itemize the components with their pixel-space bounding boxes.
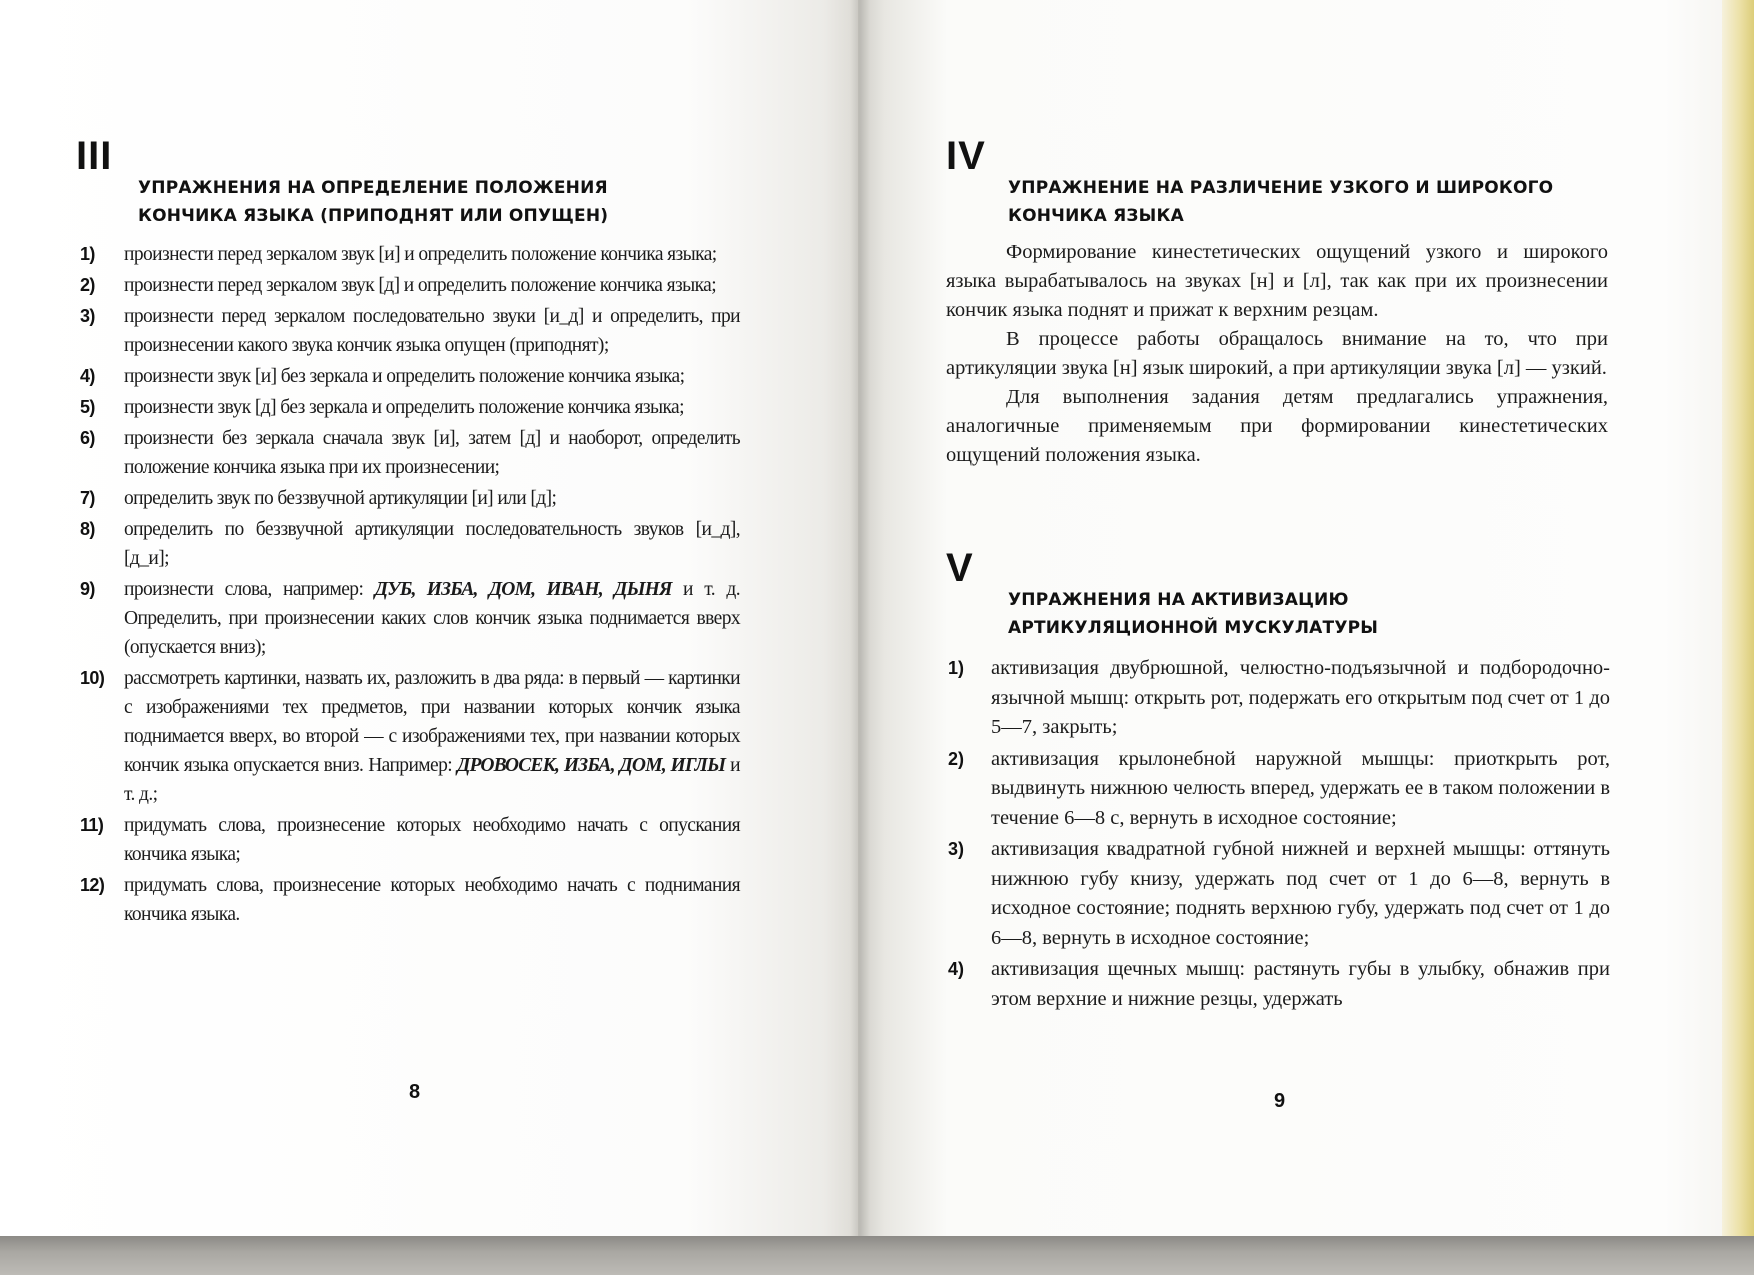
page-number-right: 9 — [1274, 1090, 1286, 1112]
page-edge — [1722, 0, 1754, 1236]
item-text: активизация двубрюшной, челюстно-подъязычной и подбородочно-язычной мышц: открыть рот, подержать его открытым под счет от 1 до 5—7, закрыть; — [991, 657, 1610, 738]
item-text: активизация крылонебной наружной мышцы: приоткрыть рот, выдвинуть нижнюю челюсть вперед, удержать ее в таком положении в течение 6—8 с, вернуть в исходное состояние; — [991, 747, 1610, 829]
item-text: произнести перед зеркалом звук [и] и определить положение кончика языка; — [124, 244, 717, 265]
section-number-iv: IV — [946, 134, 986, 178]
item-text: определить по беззвучной артикуляции последовательность звуков [и_д], [д_и]; — [124, 519, 740, 569]
list-item — [80, 424, 740, 482]
item-text-post: и т. д. Определить, при произнесении каких слов кончик языка поднимается вверх (опускается вниз); — [124, 579, 740, 658]
item-number: 3) — [948, 839, 965, 859]
item-number: 1) — [80, 244, 95, 264]
list-item — [80, 515, 740, 573]
item-text: произнести перед зеркалом последовательно звуки [и_д] и определить, при произнесении какого звука кончик языка опущен (приподнят); — [124, 306, 740, 356]
section-number-iii: III — [76, 134, 113, 178]
section-iii-heading-line1: УПРАЖНЕНИЯ НА ОПРЕДЕЛЕНИЕ ПОЛОЖЕНИЯ — [138, 178, 608, 198]
list-item — [948, 835, 1610, 953]
section-iv-heading-line2: КОНЧИКА ЯЗЫКА — [1008, 206, 1184, 226]
item-number: 5) — [80, 397, 95, 417]
item-text: активизация квадратной губной нижней и верхней мышцы: оттянуть нижнюю губу книзу, удержать под счет от 1 до 6—8, вернуть в исходное состояние; поднять верхнюю губу, удержать под счет от 1 до 6—8, вернуть в исходное состояние; — [991, 838, 1610, 949]
section-iv-text — [946, 238, 1608, 470]
scan-bottom-edge — [0, 1236, 1754, 1275]
section-iii-heading-line2: КОНЧИКА ЯЗЫКА (ПРИПОДНЯТ ИЛИ ОПУЩЕН) — [138, 206, 609, 226]
item-number: 1) — [948, 658, 965, 678]
list-item — [80, 302, 740, 360]
list-item — [948, 955, 1610, 1014]
list-item — [80, 271, 740, 300]
item-number: 7) — [80, 488, 95, 508]
section-number-v: V — [946, 546, 974, 590]
exercise-list-v — [948, 654, 1610, 1016]
item-text: произнести перед зеркалом звук [д] и определить положение кончика языка; — [124, 275, 717, 296]
item-number: 4) — [80, 366, 95, 386]
section-iv-heading-line1: УПРАЖНЕНИЕ НА РАЗЛИЧЕНИЕ УЗКОГО И ШИРОКОГО — [1008, 178, 1554, 198]
item-text: придумать слова, произнесение которых необходимо начать с поднимания кончика языка. — [124, 875, 740, 925]
list-item — [80, 393, 740, 422]
item-number: 2) — [948, 748, 965, 769]
list-item — [80, 362, 740, 391]
list-item — [80, 664, 740, 809]
item-text: придумать слова, произнесение которых необходимо начать с опускания кончика языка; — [124, 815, 740, 865]
item-number: 10) — [80, 668, 105, 688]
section-v-heading-line1: УПРАЖНЕНИЯ НА АКТИВИЗАЦИЮ — [1008, 590, 1349, 610]
page-number-left: 8 — [409, 1081, 421, 1103]
item-number: 4) — [948, 959, 965, 979]
list-item — [948, 654, 1610, 743]
paragraph: В процессе работы обращалось внимание на то, что при артикуляции звука [н] язык широкий, а при артикуляции звука [л] — узкий. — [946, 328, 1608, 379]
example-words: ДУБ, ИЗБА, ДОМ, ИВАН, ДЫНЯ — [374, 579, 672, 600]
section-v-heading-line2: АРТИКУЛЯЦИОННОЙ МУСКУЛАТУРЫ — [1008, 618, 1379, 638]
item-text: определить звук по беззвучной артикуляции [и] или [д]; — [124, 488, 557, 509]
item-text: произнести звук [и] без зеркала и определить положение кончика языка; — [124, 366, 685, 387]
list-item — [80, 240, 740, 269]
item-number: 8) — [80, 519, 95, 539]
item-text: произнести без зеркала сначала звук [и], затем [д] и наоборот, определить положение кончика языка при их произнесении; — [124, 428, 740, 478]
item-number: 9) — [80, 579, 95, 599]
item-number: 2) — [80, 275, 95, 295]
item-number: 3) — [80, 306, 95, 326]
paragraph: Формирование кинестетических ощущений узкого и широкого языка вырабатывалось на звуках [н] и [л], так как при их произнесении кончик языка поднят и прижат к верхним резцам. — [946, 241, 1608, 321]
book-gutter — [850, 0, 870, 1275]
list-item — [80, 484, 740, 513]
item-text-pre: рассмотреть картинки, назвать их, разложить в два ряда: в первый — картинки с изображениями тех предметов, при названии которых кончик языка поднимается вверх, во второй — с изображениями тех, при названии которых кончик языка опускается вниз. Например: — [124, 668, 740, 776]
item-text-pre: произнести слова, например: — [124, 579, 375, 600]
item-number: 6) — [80, 428, 95, 448]
list-item — [80, 811, 740, 869]
list-item — [80, 871, 740, 929]
paragraph: Для выполнения задания детям предлагались упражнения, аналогичные применяемым при формировании кинестетических ощущений положения языка. — [946, 386, 1608, 466]
section-iii-heading — [138, 174, 608, 230]
example-words: ДРОВОСЕК, ИЗБА, ДОМ, ИГЛЫ — [456, 755, 726, 776]
item-text: произнести звук [д] без зеркала и определить положение кончика языка; — [124, 397, 684, 418]
item-text: активизация щечных мышц: растянуть губы в улыбку, обнажив при этом верхние и нижние резцы, удержать — [991, 958, 1610, 1010]
list-item — [948, 745, 1610, 834]
item-number: 11) — [80, 815, 104, 835]
item-number: 12) — [80, 875, 105, 895]
section-v-heading — [1008, 586, 1378, 642]
exercise-list-iii — [80, 240, 740, 931]
section-iv-heading — [1008, 174, 1553, 230]
item-text-post: и т. д.; — [124, 755, 740, 805]
list-item — [80, 575, 740, 662]
